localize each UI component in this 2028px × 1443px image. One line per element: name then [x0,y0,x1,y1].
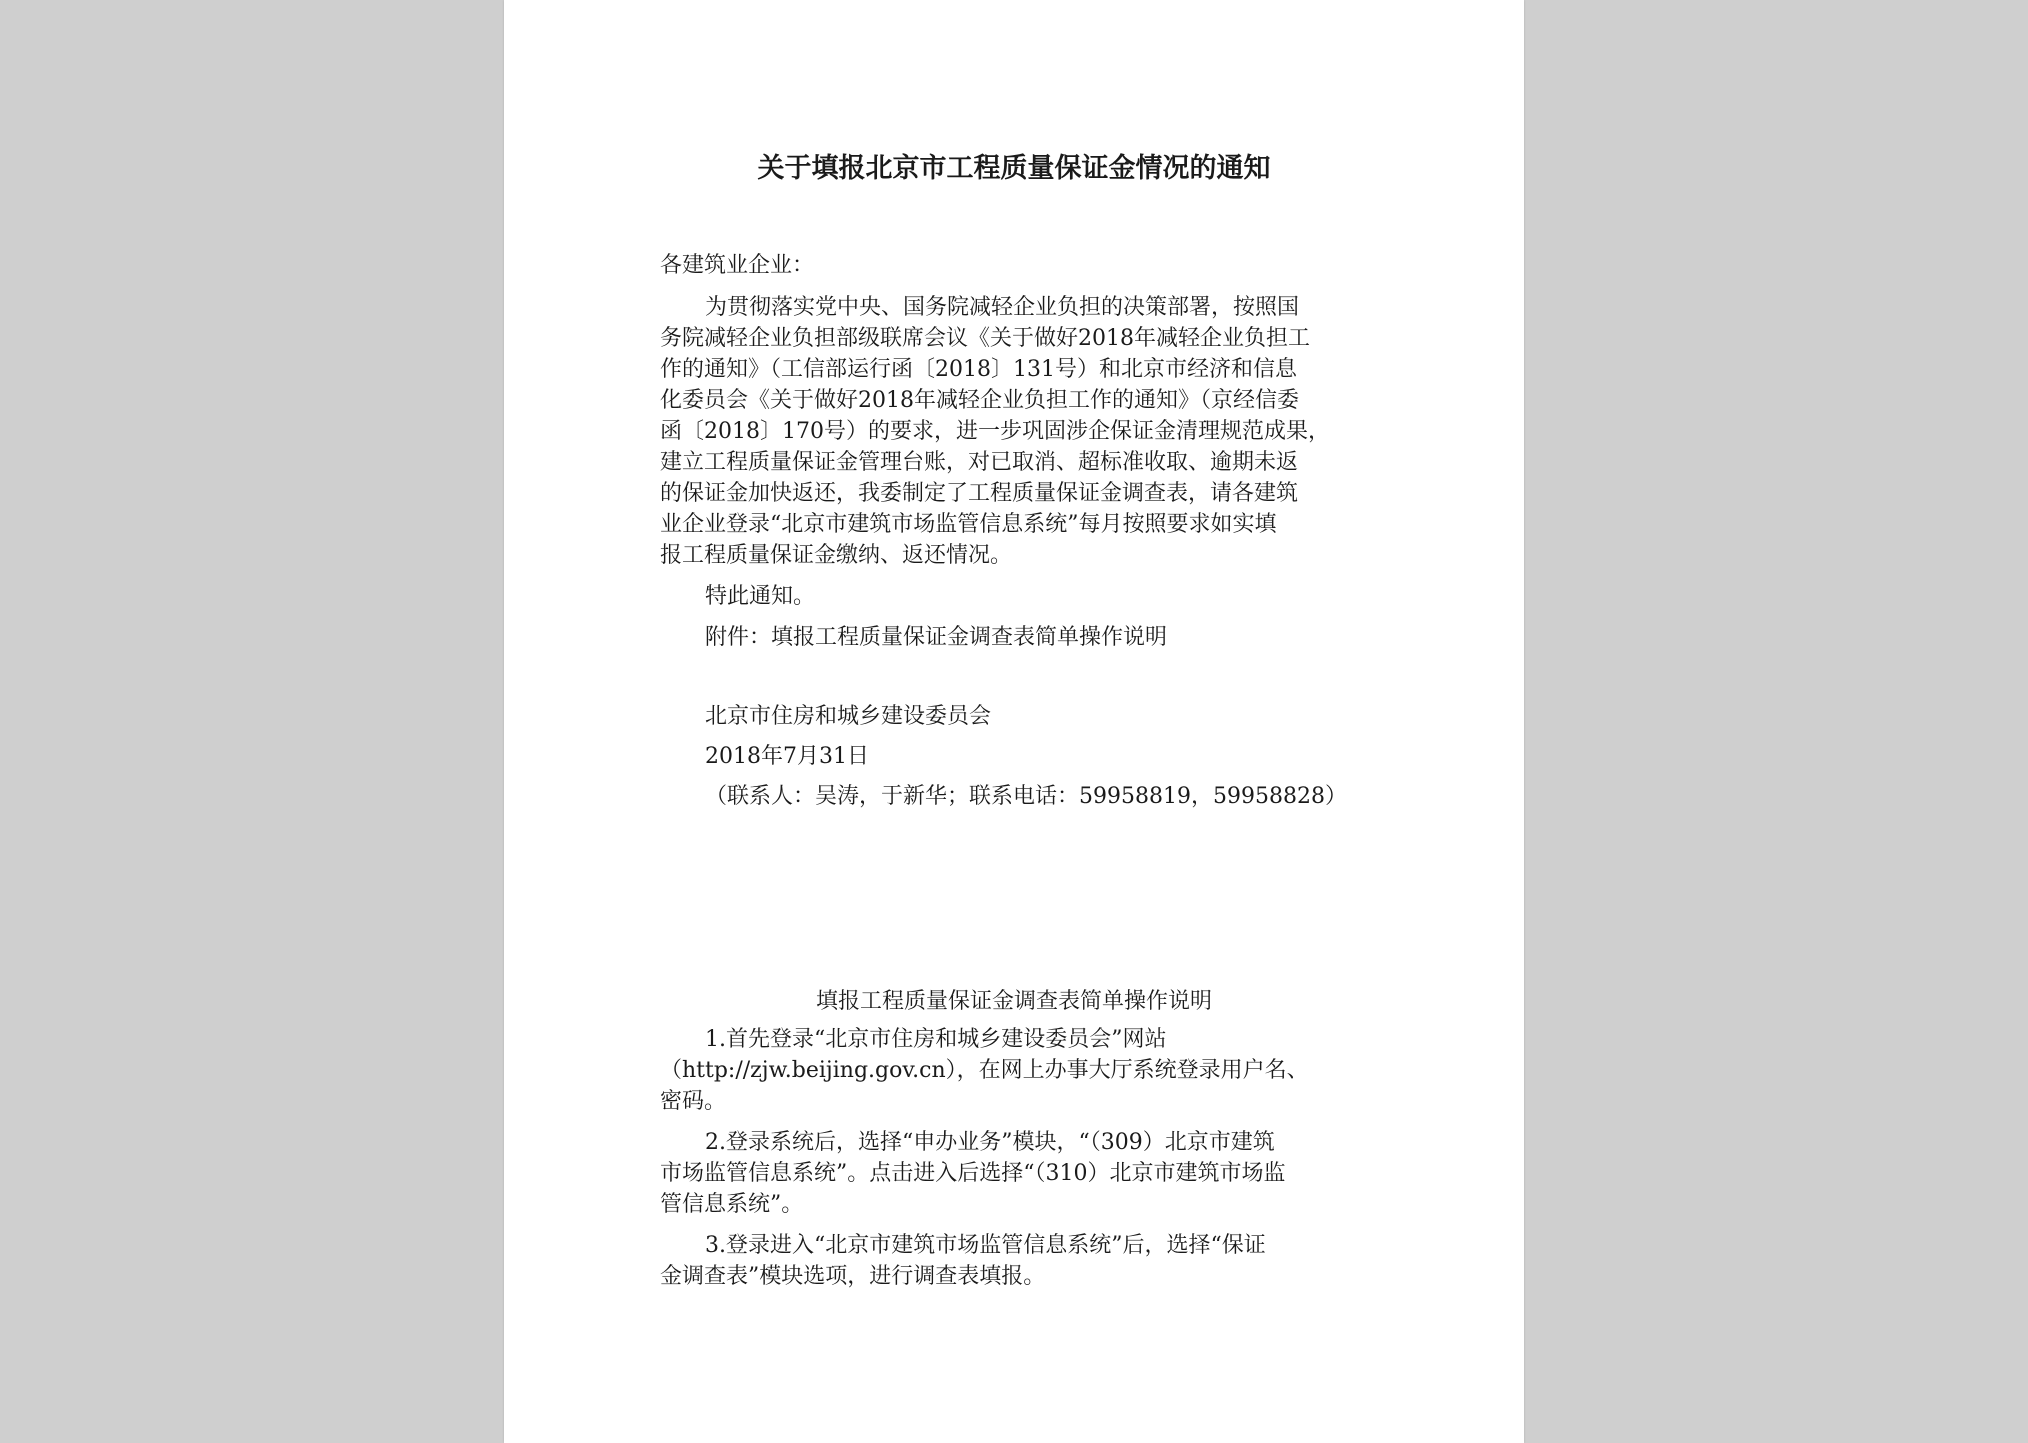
document-title: 关于填报北京市工程质量保证金情况的通知 [757,153,1271,184]
contact-info: （联系人：吴涛，于新华；联系电话：59958819，59958828） [705,784,1347,809]
body-line: 务院减轻企业负担部级联席会议《关于做好2018年减轻企业负担工 [660,326,1310,351]
step-line: 密码。 [660,1089,727,1114]
body-line: 化委员会《关于做好2018年减轻企业负担工作的通知》（京经信委 [660,388,1299,413]
attachment-note: 附件：填报工程质量保证金调查表简单操作说明 [705,625,1168,650]
body-line: 报工程质量保证金缴纳、返还情况。 [660,543,1013,568]
step-line: （http://zjw.beijing.gov.cn），在网上办事大厅系统登录用户名、 [660,1058,1309,1083]
step-line: 1.首先登录“北京市住房和城乡建设委员会”网站 [705,1027,1167,1052]
body-line: 作的通知》（工信部运行函〔2018〕131号）和北京市经济和信息 [660,357,1297,382]
body-line: 为贯彻落实党中央、国务院减轻企业负担的决策部署，按照国 [705,295,1300,320]
body-line: 函〔2018〕170号）的要求，进一步巩固涉企保证金清理规范成果， [660,419,1330,444]
salutation: 各建筑业企业： [660,253,815,278]
issue-date: 2018年7月31日 [705,744,869,769]
attachment-title: 填报工程质量保证金调查表简单操作说明 [815,989,1212,1014]
step-line: 管信息系统”。 [660,1192,804,1217]
body-line: 建立工程质量保证金管理台账，对已取消、超标准收取、逾期未返 [660,450,1299,475]
issuer: 北京市住房和城乡建设委员会 [705,704,992,729]
document-page [504,0,1524,1443]
step-line: 2.登录系统后，选择“申办业务”模块，“（309）北京市建筑 [705,1130,1275,1155]
body-line: 业企业登录“北京市建筑市场监管信息系统”每月按照要求如实填 [660,512,1277,537]
step-line: 金调查表”模块选项，进行调查表填报。 [660,1264,1046,1289]
step-line: 市场监管信息系统”。点击进入后选择“（310）北京市建筑市场监 [660,1161,1286,1186]
closing-line: 特此通知。 [705,584,816,609]
step-line: 3.登录进入“北京市建筑市场监管信息系统”后，选择“保证 [705,1233,1266,1258]
body-line: 的保证金加快返还，我委制定了工程质量保证金调查表，请各建筑 [660,481,1299,506]
